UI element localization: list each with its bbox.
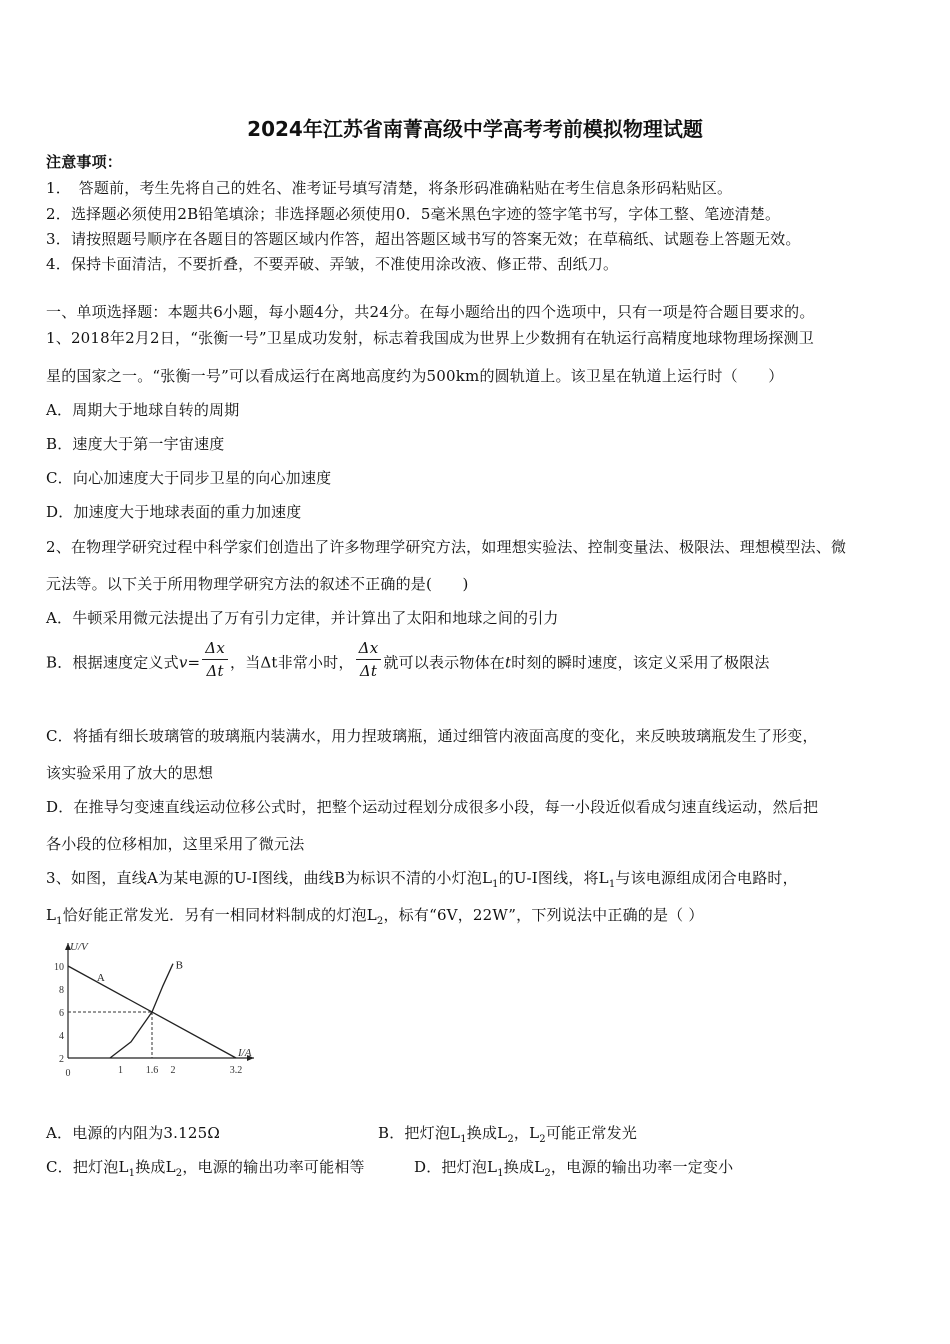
q3-text: 3、如图，直线A为某电源的U-I图线，曲线B为标识不清的小灯泡L [46,869,493,887]
q1-stem-line1: 1、2018年2月2日，“张衡一号”卫星成功发射，标志着我国成为世界上少数拥有在轨运行高精度地球物理场探测卫 [46,329,814,347]
q3-text: 换成L [503,1158,545,1176]
q2-option-c-line1: C．将插有细长玻璃管的玻璃瓶内装满水，用力捏玻璃瓶，通过细管内液面高度的变化，来反映玻璃瓶发生了形变， [46,727,818,745]
x-tick-label: 2 [170,1065,176,1076]
q1-stem-line2: 星的国家之一。“张衡一号”可以看成运行在离地高度约为500km的圆轨道上。该卫星在轨道上运行时（ ） [46,367,784,385]
q2-option-b [46,641,770,686]
subscript: 1 [492,879,499,890]
q3-text: 与该电源组成闭合电路时， [615,869,798,887]
fraction-denominator-2: Δt [359,662,378,680]
q2-b-text4: 时刻的瞬时速度，该定义采用了极限法 [511,653,770,672]
subscript: 1 [128,1168,136,1179]
x-tick-label: 3.2 [229,1065,243,1076]
y-axis-label: U/V [70,941,88,953]
subscript: 2 [544,1168,551,1179]
q1-option-a: A．周期大于地球自转的周期 [46,401,240,419]
notice-item-4: 4．保持卡面清洁，不要折叠，不要弄破、弄皱，不准使用涂改液、修正带、刮纸刀。 [46,255,619,273]
q2-option-d-line1: D．在推导匀变速直线运动位移公式时，把整个运动过程划分成很多小段，每一小段近似看成匀速直线运动，然后把 [46,798,819,816]
q3-stem-line1 [46,867,798,890]
q3-text: ，标有“6V，22W”，下列说法中正确的是（ ） [383,906,704,924]
subscript: 2 [175,1168,183,1179]
u-i-graph [40,935,250,1085]
q3-text: 可能正常发光 [545,1124,638,1142]
q3-text: ，电源的输出功率一定变小 [550,1158,734,1176]
q1-option-b: B．速度大于第一宇宙速度 [46,435,225,453]
q3-text: ，L [513,1124,540,1142]
x-tick-label: 1.6 [145,1065,159,1076]
fraction-denominator: Δt [206,662,224,680]
q1-option-d: D．加速度大于地球表面的重力加速度 [46,503,302,521]
q2-b-var-t: t [504,653,512,672]
fraction-numerator-2: Δx [356,637,382,660]
subscript: 2 [507,1134,514,1145]
q3-stem-line2 [46,904,704,927]
notice-item-1: 1． 答题前，考生先将自己的姓名、准考证号填写清楚，将条形码准确粘贴在考生信息条形码粘贴区。 [46,179,733,197]
subscript: 1 [497,1168,504,1179]
x-axis-label: I/A [238,1047,252,1059]
q3-text: ，电源的输出功率可能相等 [182,1158,365,1176]
y-tick-label: 4 [59,1031,64,1042]
fraction-numerator: Δx [202,637,228,660]
q3-text: D．把灯泡L [414,1158,498,1176]
q3-text: C．把灯泡L [46,1158,129,1176]
section-heading: 一、单项选择题：本题共6小题，每小题4分，共24分。在每小题给出的四个选项中，只有一项是符合题目要求的。 [46,303,815,321]
subscript: 1 [56,916,63,927]
y-tick-label: 2 [59,1054,64,1065]
q3-option-a: A．电源的内阻为3.125Ω [46,1124,221,1142]
subscript: 1 [460,1134,467,1145]
origin-label: 0 [65,1068,71,1079]
q3-option-d [414,1156,733,1179]
q2-stem-line1: 2、在物理学研究过程中科学家们创造出了许多物理学研究方法，如理想实验法、控制变量法、极限法、理想模型法、微 [46,538,847,556]
q1-option-c: C．向心加速度大于同步卫星的向心加速度 [46,469,332,487]
subscript: 2 [539,1134,546,1145]
q2-b-eq: = [187,653,201,672]
q2-stem-line2: 元法等。以下关于所用物理学研究方法的叙述不正确的是( ) [46,575,469,593]
y-tick-label: 8 [59,985,64,996]
q3-text: L [46,906,57,924]
y-tick-label: 10 [54,962,64,973]
q3-text: 换成L [135,1158,176,1176]
page-title: 2024年江苏省南菁高级中学高考考前模拟物理试题 [247,117,703,141]
q2-option-a: A．牛顿采用微元法提出了万有引力定律，并计算出了太阳和地球之间的引力 [46,609,559,627]
notice-heading: 注意事项： [46,153,123,171]
series-b-curve [110,964,173,1058]
subscript: 2 [376,916,384,927]
q2-option-c-line2: 该实验采用了放大的思想 [46,764,214,782]
q3-text: 的U-I图线，将L [498,869,609,887]
q2-b-var-v: v [178,653,188,672]
velocity-fraction [202,637,228,682]
y-tick-label: 6 [59,1008,64,1019]
velocity-fraction-2 [356,637,382,682]
series-a-label: A [96,971,105,984]
q3-option-c [46,1156,365,1179]
q2-b-text2: ，当Δt非常小时， [230,653,354,672]
q3-text: 换成L [466,1124,508,1142]
x-tick-label: 1 [118,1065,123,1076]
q2-b-text3: 就可以表示物体在 [383,653,505,672]
q2-option-d-line2: 各小段的位移相加，这里采用了微元法 [46,835,305,853]
q3-text: B．把灯泡L [378,1124,461,1142]
q3-option-b [378,1122,637,1145]
series-b-label: B [175,959,183,972]
subscript: 1 [608,879,616,890]
q3-text: 恰好能正常发光．另有一相同材料制成的灯泡L [62,906,377,924]
notice-item-3: 3．请按照题号顺序在各题目的答题区域内作答，超出答题区域书写的答案无效；在草稿纸、试题卷上答题无效。 [46,230,801,248]
q2-b-text1: B．根据速度定义式 [46,653,179,672]
notice-item-2: 2．选择题必须使用2B铅笔填涂；非选择题必须使用0．5毫米黑色字迹的签字笔书写，字体工整、笔迹清楚。 [46,205,781,223]
